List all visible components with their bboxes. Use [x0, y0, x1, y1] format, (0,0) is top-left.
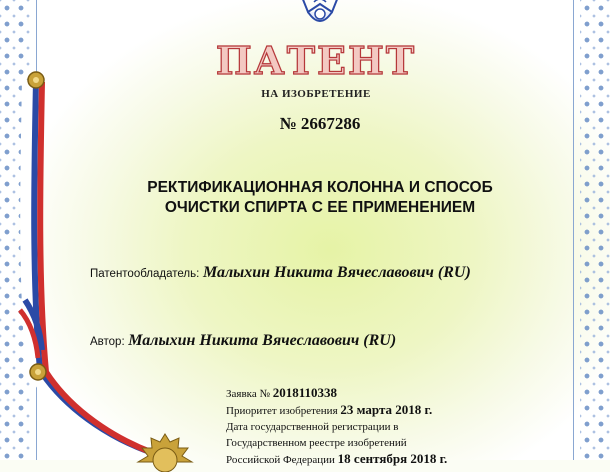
application-number: 2018110338 — [272, 385, 337, 400]
author-label: Автор: — [90, 336, 125, 348]
coat-of-arms-icon — [290, 0, 350, 32]
frame-line-right — [573, 0, 574, 460]
priority-date: 23 марта 2018 г. — [340, 402, 433, 417]
invention-title-line-1: РЕКТИФИКАЦИОННАЯ КОЛОННА И СПОСОБ — [147, 179, 493, 196]
application-line — [226, 385, 526, 402]
registration-label-1: Дата государственной регистрации в — [226, 421, 399, 433]
registration-label-3: Российской Федерации — [226, 454, 335, 466]
gold-seal-icon — [130, 432, 200, 472]
owner-value: Малыхин Никита Вячеславович (RU) — [202, 264, 471, 281]
author-value: Малыхин Никита Вячеславович (RU) — [128, 332, 397, 349]
patent-number: № 2667286 — [279, 114, 361, 133]
patent-title-text: ПАТЕНТ — [215, 37, 417, 83]
invention-title-line-2: ОЧИСТКИ СПИРТА С ЕЕ ПРИМЕНЕНИЕМ — [164, 199, 476, 216]
registration-label-2: Государственном реестре изобретений — [226, 437, 407, 449]
registration-details — [226, 385, 526, 468]
registration-date: 18 сентября 2018 г. — [337, 451, 448, 466]
ornamental-border-right — [580, 0, 610, 460]
application-label: Заявка № — [226, 388, 270, 400]
priority-label: Приоритет изобретения — [226, 405, 338, 417]
patent-subtitle: НА ИЗОБРЕТЕНИЕ — [261, 88, 371, 100]
tricolor-ribbon-icon — [0, 60, 230, 460]
priority-line — [226, 402, 526, 419]
patent-title — [215, 37, 417, 83]
owner-label: Патентообладатель: — [90, 268, 200, 280]
